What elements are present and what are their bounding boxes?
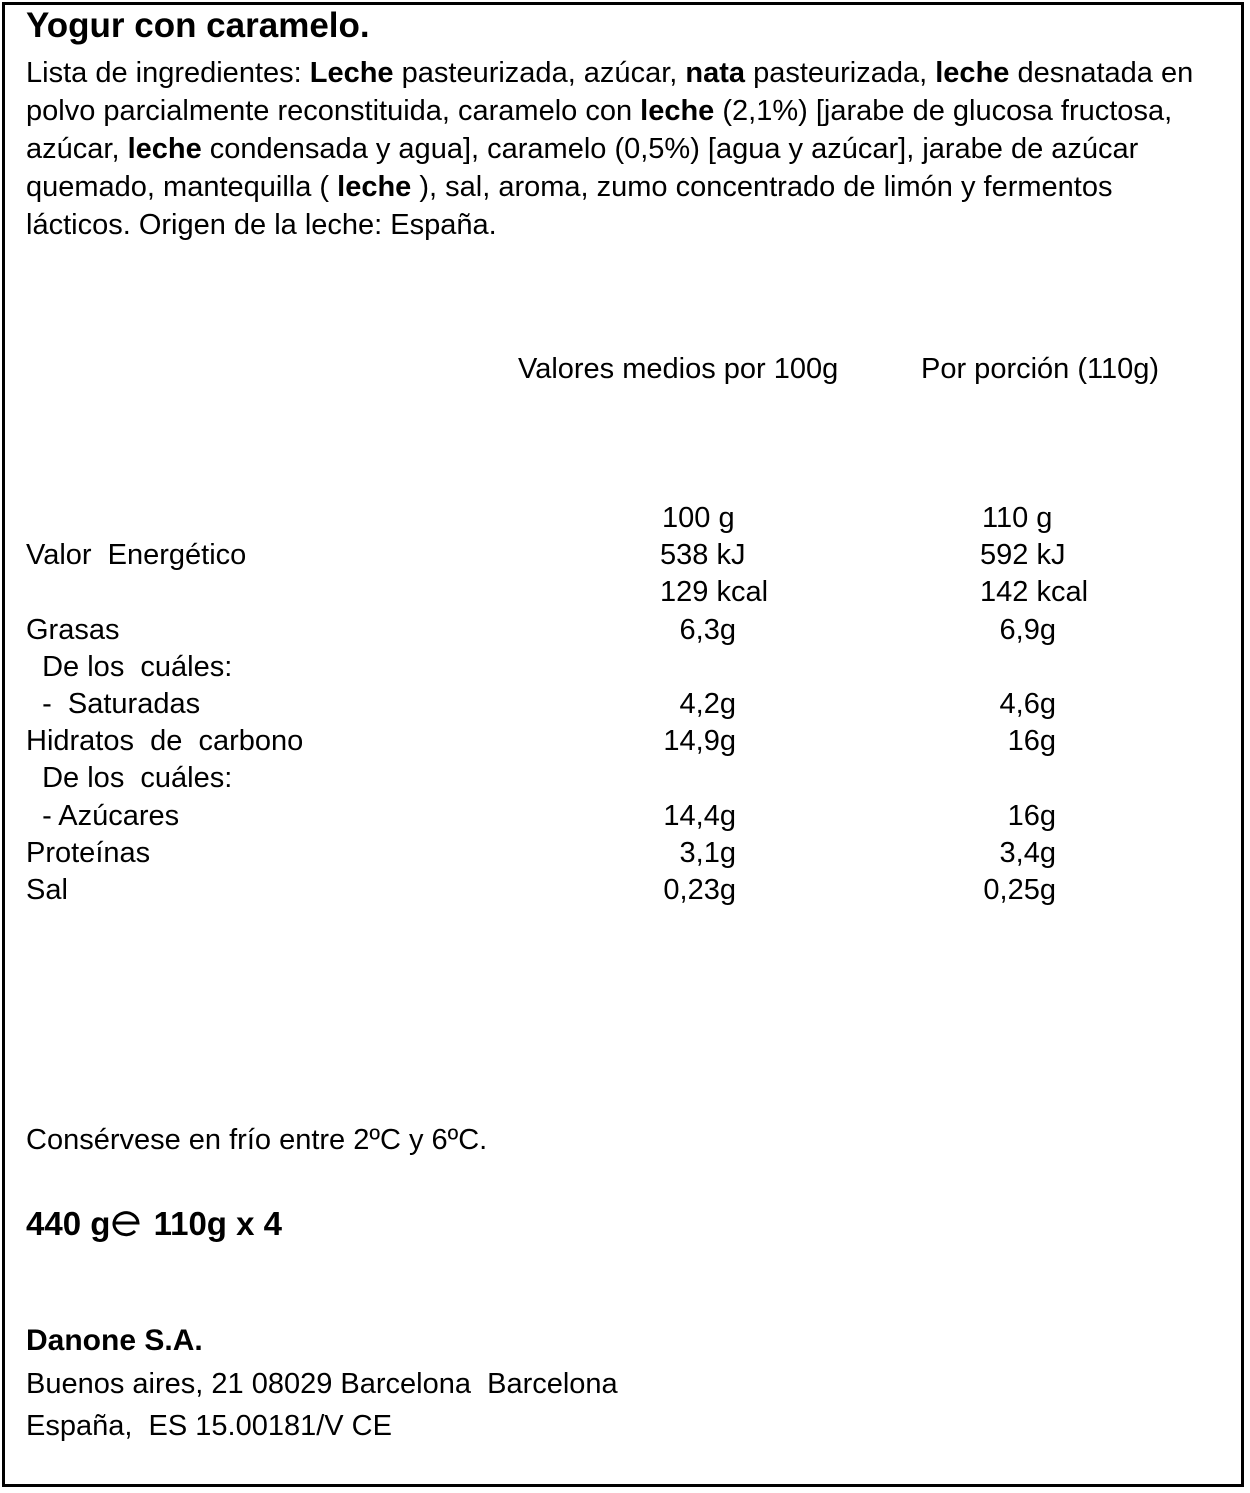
nutrient-label: Grasas: [26, 614, 120, 646]
nutrient-value-100g: 14,4g: [663, 800, 736, 832]
net-weight-value: 440 g: [26, 1205, 111, 1242]
allergen: Leche: [309, 57, 394, 89]
company-address: Buenos aires, 21 08029 Barcelona Barcelona: [26, 1368, 618, 1400]
nutrient-value-portion: 16g: [1007, 800, 1056, 832]
company-name: Danone S.A.: [26, 1324, 203, 1357]
nutrient-value-portion: 16g: [1007, 725, 1056, 757]
header-per-portion: Por porción (110g): [921, 353, 1160, 385]
ingredients-text: pasteurizada, azúcar,: [393, 57, 686, 89]
nutrient-label: Valor Energético: [26, 539, 247, 571]
nutrient-value-100g: 3,1g: [679, 837, 736, 869]
estimated-e-icon: [110, 1209, 144, 1237]
nutrient-value-portion: 592 kJ: [980, 539, 1066, 571]
ingredients-text: pasteurizada,: [745, 57, 936, 89]
nutrient-value-portion: 142 kcal: [980, 576, 1089, 608]
allergen: leche: [337, 171, 412, 203]
nutrient-sublabel: De los cuáles:: [26, 762, 233, 794]
nutrient-label: - Saturadas: [26, 688, 201, 720]
ingredients-list: [26, 54, 1216, 244]
nutrient-value-100g: 6,3g: [679, 614, 736, 646]
company-registration: España, ES 15.00181/V CE: [26, 1410, 392, 1442]
ingredients-text: condensada y agua], caramelo (0,5%) [agua y azúcar], jarabe de azúcar quemado, mantequilla (: [26, 133, 1139, 203]
nutrient-value-portion: 6,9g: [999, 614, 1056, 646]
net-weight: [26, 1204, 282, 1244]
nutrient-label: Proteínas: [26, 837, 151, 869]
product-title: Yogur con caramelo.: [26, 6, 370, 45]
nutrient-label: - Azúcares: [26, 800, 180, 832]
nutrient-value-100g: 0,23g: [663, 874, 736, 906]
allergen: leche: [127, 133, 202, 165]
nutrient-value-portion: 3,4g: [999, 837, 1056, 869]
pack-format: 110g x 4: [153, 1205, 283, 1242]
allergen: leche: [935, 57, 1010, 89]
nutrient-value-portion: 0,25g: [983, 874, 1056, 906]
nutrient-value-100g: 4,2g: [679, 688, 736, 720]
nutrient-value-portion: 4,6g: [999, 688, 1056, 720]
nutrient-value-100g: 538 kJ: [660, 539, 746, 571]
nutrient-value-100g: 129 kcal: [660, 576, 769, 608]
nutrient-value-100g: 14,9g: [663, 725, 736, 757]
allergen: leche: [640, 95, 715, 127]
ingredients-text: desnatada en polvo parcialmente reconstituida, caramelo con: [26, 57, 1194, 127]
ingredients-text: Lista de ingredientes:: [26, 57, 310, 89]
qty-100g: 100 g: [662, 502, 735, 534]
nutrient-label: Hidratos de carbono: [26, 725, 304, 757]
nutrient-label: Sal: [26, 874, 68, 906]
header-per-100g: Valores medios por 100g: [518, 353, 839, 385]
nutrient-sublabel: De los cuáles:: [26, 651, 233, 683]
qty-portion: 110 g: [982, 502, 1053, 534]
allergen: nata: [685, 57, 746, 89]
storage-instructions: Consérvese en frío entre 2ºC y 6ºC.: [26, 1124, 488, 1156]
ingredients-text: (2,1%) [jarabe de glucosa fructosa, azúcar,: [26, 95, 1173, 165]
ingredients-text: ), sal, aroma, zumo concentrado de limón y fermentos lácticos. Origen de la leche: España.: [26, 171, 1113, 241]
